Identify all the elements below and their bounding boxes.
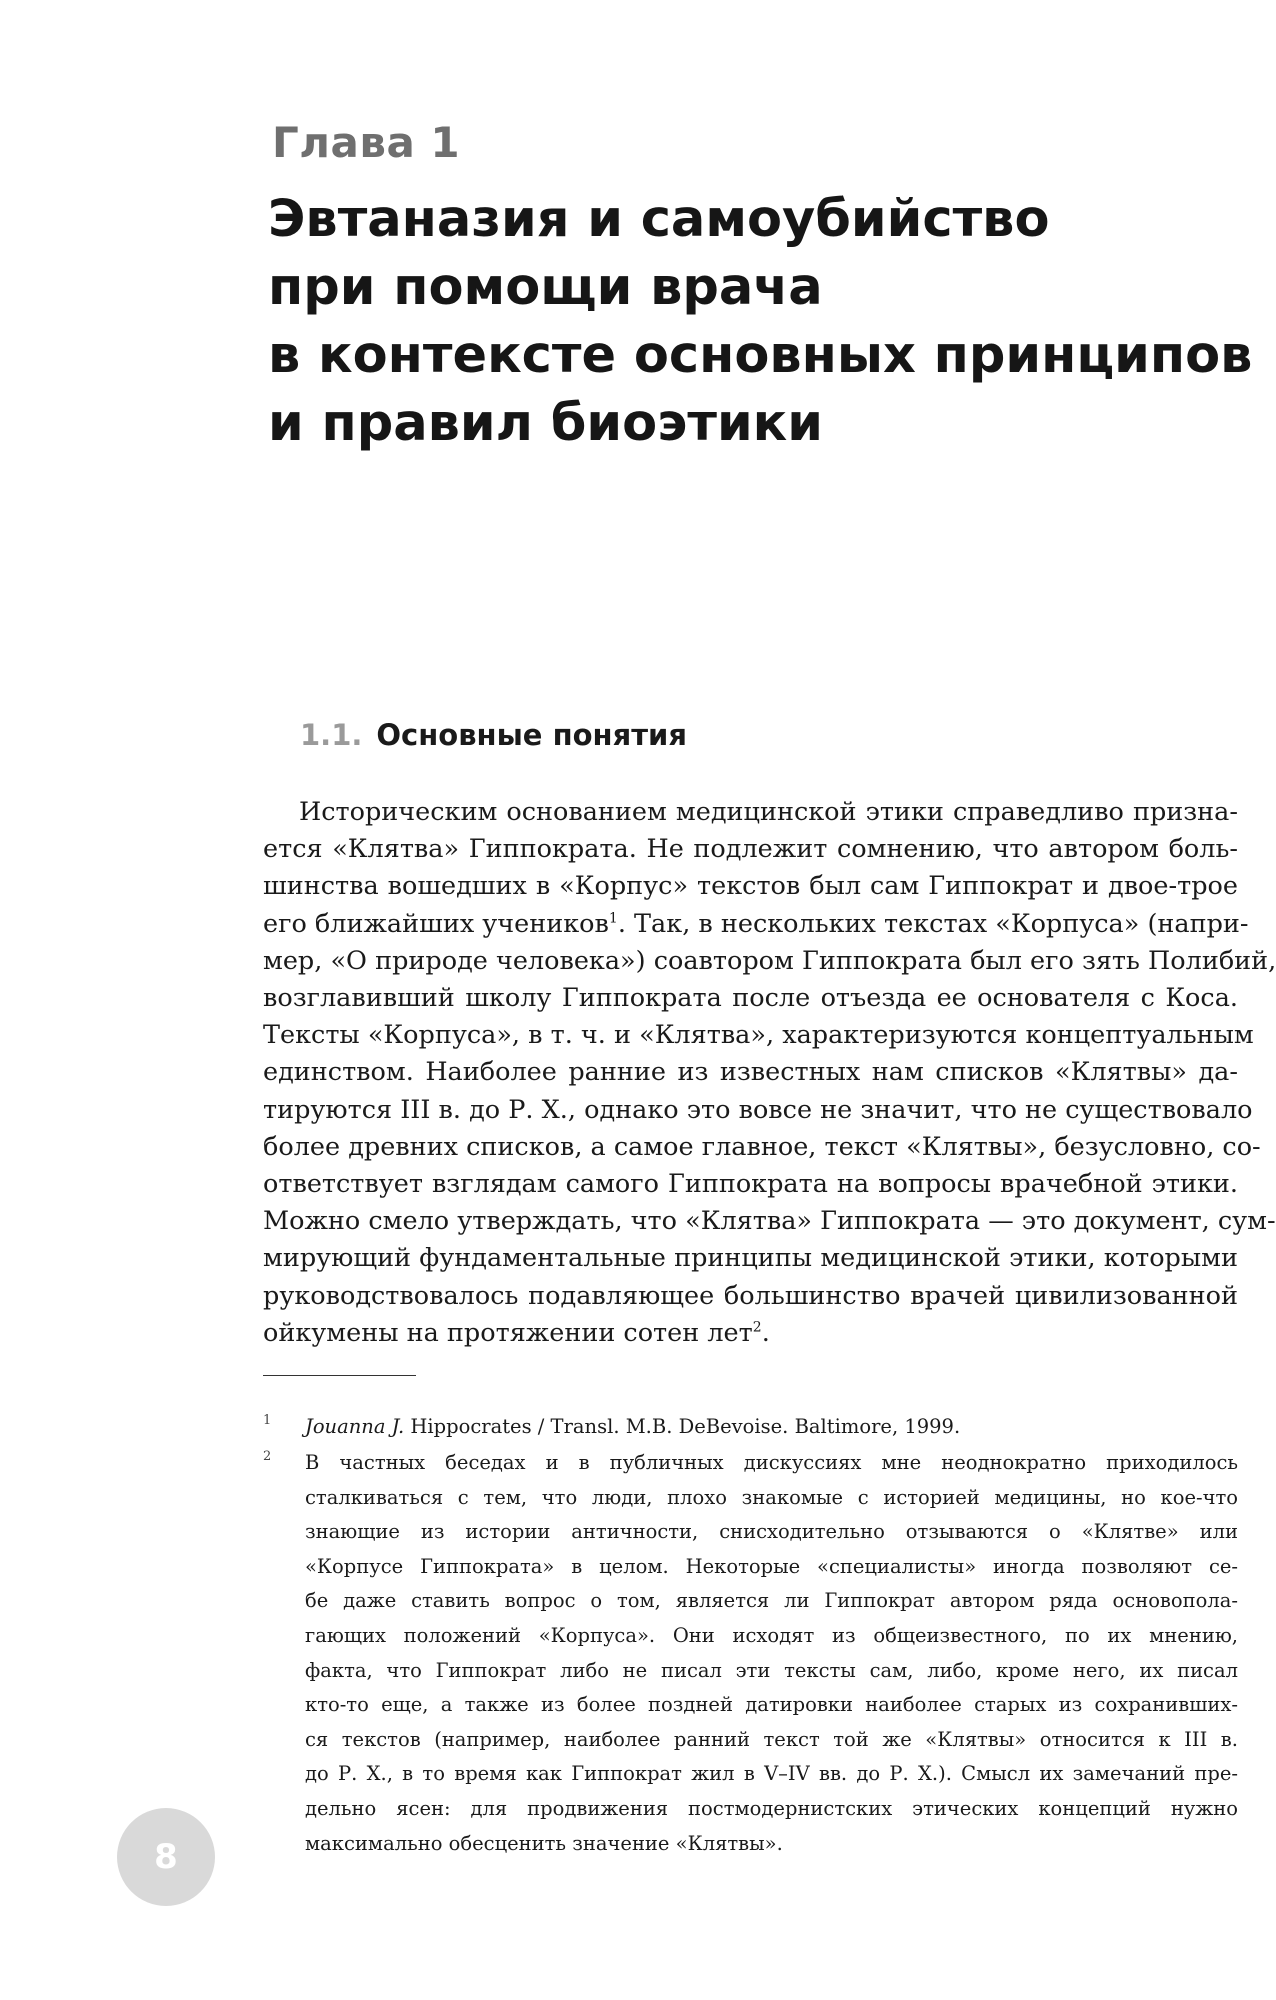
footnote-divider — [263, 1375, 416, 1376]
body-line: Тексты «Корпуса», в т. ч. и «Клятва», характеризуются концептуальным — [263, 1020, 1254, 1051]
page-number-badge: 8 — [117, 1808, 215, 1906]
body-line: ответствует взглядам самого Гиппократа на вопросы врачебной этики. — [263, 1169, 1238, 1200]
body-line: руководствовалось подавляющее большинство врачей цивилизованной — [263, 1280, 1238, 1311]
body-line: шинства вошедших в «Корпус» текстов был сам Гиппократ и двое-трое — [263, 871, 1238, 902]
body-line-text: его ближайших учеников — [263, 908, 609, 939]
footnote-line: до Р. Х., в то время как Гиппократ жил в V–IV вв. до Р. Х.). Смысл их замечаний пре- — [305, 1762, 1238, 1786]
footnote-1 — [263, 1410, 1238, 1445]
footnote-line: В частных беседах и в публичных дискуссиях мне неоднократно приходилось — [305, 1451, 1238, 1474]
body-line: Историческим основанием медицинской этики справедливо призна- — [299, 797, 1238, 827]
body-line-text: ойкумены на протяжении сотен лет — [263, 1317, 753, 1348]
chapter-label: Глава 1 — [272, 118, 461, 167]
chapter-title-line: и правил биоэтики — [268, 394, 824, 453]
footnote-line: сталкиваться с тем, что люди, плохо знакомые с историей медицины, но кое-что — [305, 1485, 1238, 1509]
footnote-line: дельно ясен: для продвижения постмодернистских этических концепций нужно — [305, 1796, 1238, 1820]
footnote-marker: 2 — [263, 1449, 272, 1464]
footnote-ref-2[interactable]: 2 — [752, 1319, 762, 1336]
body-line: более древних списков, а самое главное, текст «Клятвы», безусловно, со- — [263, 1131, 1261, 1162]
footnote-citation: Hippocrates / Transl. M.B. DeBevoise. Baltimore, 1999. — [410, 1415, 961, 1438]
body-line: Можно смело утверждать, что «Клятва» Гиппократа — это документ, сум- — [263, 1206, 1276, 1237]
footnote-line: кто-то еще, а также из более поздней датировки наиболее старых из сохранивших- — [305, 1693, 1238, 1717]
chapter-title-line: при помощи врача — [268, 258, 823, 317]
body-line — [263, 906, 1249, 943]
footnote-ref-1[interactable]: 1 — [608, 910, 618, 927]
chapter-title-line: Эвтаназия и самоубийство — [268, 190, 1050, 249]
footnote-2 — [263, 1446, 1238, 1861]
chapter-title-line: в контексте основных принципов — [268, 326, 1253, 385]
body-line: мер, «О природе человека») соавтором Гиппократа был его зять Полибий, — [263, 945, 1276, 976]
footnote-text — [305, 1446, 1238, 1861]
footnote-line: максимально обесценить значение «Клятвы». — [305, 1831, 783, 1855]
body-line-end: . — [761, 1317, 770, 1348]
section-heading — [300, 718, 687, 752]
footnote-marker: 1 — [263, 1413, 272, 1428]
footnote-line: бе даже ставить вопрос о том, является ли Гиппократ автором ряда основопола- — [305, 1589, 1238, 1613]
footnote-line: знающие из истории античности, снисходительно отзываются о «Клятве» или — [305, 1520, 1238, 1544]
body-line: возглавивший школу Гиппократа после отъезда ее основателя с Коса. — [263, 983, 1238, 1014]
body-line: единством. Наиболее ранние из известных нам списков «Клятвы» да- — [263, 1057, 1238, 1088]
section-title: Основные понятия — [376, 718, 687, 752]
body-line: тируются III в. до Р. Х., однако это вовсе не значит, что не существовало — [263, 1094, 1253, 1125]
body-line-text: . Так, в нескольких текстах «Корпуса» (напри- — [617, 908, 1249, 939]
footnote-line: «Корпусе Гиппократа» в целом. Некоторые «специалисты» иногда позволяют се- — [305, 1554, 1238, 1578]
body-line: мирующий фундаментальные принципы медицинской этики, которыми — [263, 1243, 1238, 1274]
section-number: 1.1. — [300, 718, 363, 752]
footnote-line — [305, 1410, 1238, 1445]
footnote-line: гающих положений «Корпуса». Они исходят из общеизвестного, по их мнению, — [305, 1623, 1238, 1647]
body-line: ется «Клятва» Гиппократа. Не подлежит сомнению, что автором боль- — [263, 834, 1238, 865]
chapter-title — [268, 186, 1253, 458]
footnote-line: факта, что Гиппократ либо не писал эти тексты сам, либо, кроме него, их писал — [305, 1658, 1238, 1682]
footnote-author: Jouanna J. — [305, 1415, 405, 1438]
body-line — [263, 1315, 1238, 1352]
footnote-text — [305, 1410, 1238, 1445]
footnote-line: ся текстов (например, наиболее ранний текст той же «Клятвы» относится к III в. — [305, 1727, 1238, 1751]
body-paragraph — [263, 794, 1276, 1352]
